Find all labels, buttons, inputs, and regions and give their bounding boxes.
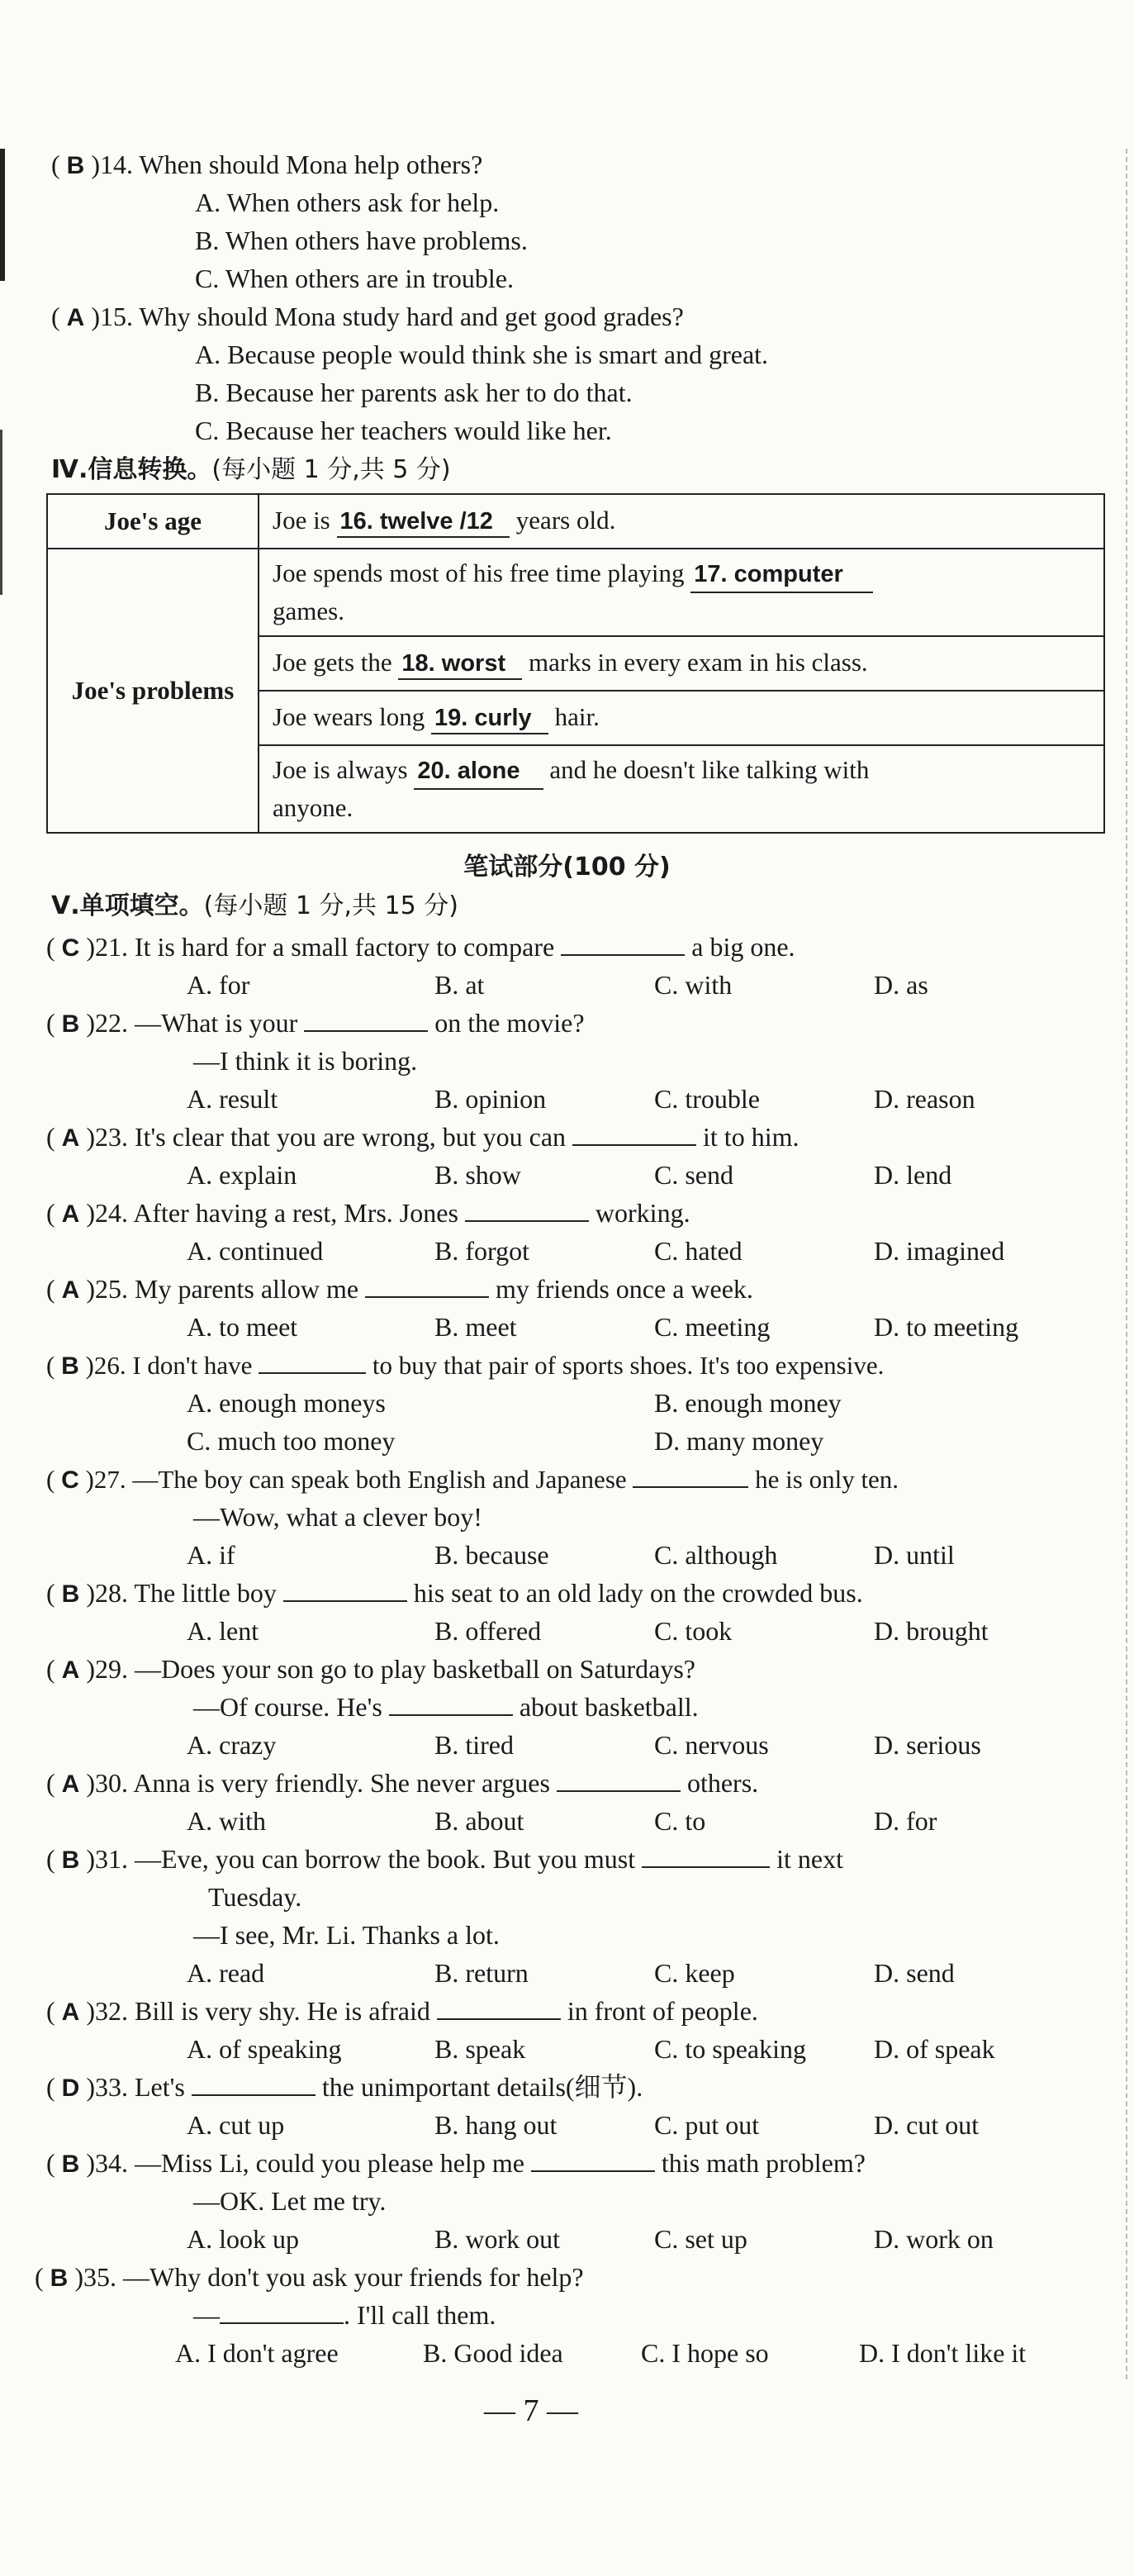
question-text: —What is your [134, 1008, 298, 1038]
blank-fill: twelve /12 [379, 508, 493, 535]
option: A. I don't agree [175, 2338, 339, 2368]
answer-16 [337, 507, 510, 538]
question-35: ( B )35. —Why don't you ask your friends for help? [35, 2262, 584, 2292]
option: A. continued [187, 1236, 324, 1266]
answer: A [61, 1770, 80, 1798]
answer-blank [633, 1463, 748, 1488]
section-4-heading [51, 455, 451, 485]
table-row [47, 494, 1104, 549]
question-32: ( A )32. Bill is very shy. He is afraid in front of people. [46, 1996, 758, 2026]
option: A. explain [187, 1160, 297, 1190]
question-number: 35 [83, 2262, 110, 2292]
option: C. hated [654, 1236, 743, 1266]
question-26: ( B )26. I don't have to buy that pair of sports shoes. It's too expensive. [46, 1351, 885, 1380]
answer: A [66, 304, 85, 331]
option: A. enough moneys [187, 1388, 386, 1418]
question-30: ( A )30. Anna is very friendly. She never argues others. [46, 1768, 759, 1798]
binding-marks [0, 149, 12, 603]
question-text: Bill is very shy. He is afraid [134, 1996, 430, 2026]
question-text: When should Mona help others? [139, 150, 483, 179]
cell-16 [259, 494, 1104, 549]
blank-number: 16. [339, 508, 373, 535]
option: C. nervous [654, 1730, 769, 1760]
question-number: 29 [94, 1654, 121, 1684]
blank-fill: computer [733, 560, 843, 587]
question-text: It is hard for a small factory to compare [134, 932, 555, 962]
answer-blank [220, 2299, 344, 2324]
cell-text: Joe is always [273, 754, 408, 784]
question-number: 15 [99, 302, 126, 331]
question-line [193, 1691, 699, 1723]
option: A. with [187, 1806, 266, 1836]
question-text: —Eve, you can borrow the book. But you must [134, 1844, 636, 1874]
option: D. for [874, 1806, 937, 1836]
question-text: his seat to an old lady on the crowded bus. [413, 1578, 863, 1608]
answer: A [61, 1200, 80, 1228]
answer: B [61, 1010, 80, 1038]
question-34: ( B )34. —Miss Li, could you please help me this math problem? [46, 2148, 866, 2178]
question-text: to buy that pair of sports shoes. It's too expensive. [372, 1351, 885, 1380]
answer-blank [557, 1767, 681, 1792]
cell-text: years old. [515, 506, 616, 535]
blank-fill: alone [457, 757, 520, 784]
option: B. tired [434, 1730, 514, 1760]
question-line: —I think it is boring. [193, 1046, 418, 1076]
option: B. Good idea [423, 2338, 563, 2368]
option: C. to speaking [654, 2034, 806, 2064]
option: C. Because her teachers would like her. [195, 416, 612, 445]
option: C. with [654, 970, 733, 1000]
answer-blank [465, 1197, 589, 1222]
cell-text: Joe wears long [273, 702, 425, 732]
option: B. offered [434, 1616, 542, 1646]
question-text: I don't have [132, 1351, 253, 1380]
answer: B [61, 2151, 80, 2178]
cell-20 [259, 745, 1104, 833]
cell-text: and he doesn't like talking with [549, 754, 870, 784]
answer-blank [304, 1007, 428, 1032]
question-text: in front of people. [567, 1996, 758, 2026]
option: B. enough money [654, 1388, 842, 1418]
option: C. much too money [187, 1426, 396, 1456]
option: A. if [187, 1540, 235, 1570]
option: A. read [187, 1958, 265, 1988]
option: A. look up [187, 2224, 299, 2254]
cell-text: Joe gets the [273, 648, 392, 677]
answer: B [61, 1580, 80, 1608]
question-text: Anna is very friendly. She never argues [133, 1768, 550, 1798]
label-age: Joe's age [47, 494, 259, 549]
question-text: this math problem? [661, 2148, 866, 2178]
question-text: —Why don't you ask your friends for help? [122, 2262, 584, 2292]
cell-18 [259, 636, 1104, 691]
question-number: 32 [94, 1996, 121, 2026]
answer: B [66, 152, 85, 179]
answer-blank [561, 931, 685, 956]
section-score: (每小题 1 分,共 15 分) [203, 891, 458, 920]
cut-line [1126, 149, 1127, 2379]
cell-text: games. [273, 596, 344, 625]
option: C. When others are in trouble. [195, 264, 514, 293]
option: C. keep [654, 1958, 735, 1988]
question-text: My parents allow me [134, 1274, 359, 1304]
blank-fill: curly [474, 705, 532, 732]
option: B. forgot [434, 1236, 529, 1266]
blank-number: 18. [401, 650, 435, 677]
question-line: Tuesday. [208, 1882, 302, 1912]
answer: C [61, 1466, 79, 1494]
question-text: it next [776, 1844, 843, 1874]
page-number: — 7 — [484, 2393, 578, 2428]
question-text: —Miss Li, could you please help me [134, 2148, 524, 2178]
blank-number: 17. [694, 560, 728, 587]
question-line: —I see, Mr. Li. Thanks a lot. [193, 1920, 500, 1950]
answer-19 [431, 704, 548, 734]
option: C. send [654, 1160, 733, 1190]
option: B. return [434, 1958, 529, 1988]
question-number: 23 [94, 1122, 121, 1152]
binding-margin [0, 149, 12, 603]
question-number: 14 [99, 150, 126, 179]
answer-blank [531, 2147, 655, 2172]
section-score: (每小题 1 分,共 5 分) [211, 455, 451, 484]
option: D. send [874, 1958, 955, 1988]
option: A. result [187, 1084, 278, 1114]
answer-17 [690, 557, 873, 593]
blank-fill: worst [441, 650, 506, 677]
answer: A [61, 1124, 80, 1152]
answer: B [61, 1352, 79, 1380]
option: D. many money [654, 1426, 824, 1456]
info-table [46, 493, 1105, 834]
written-part-heading: 笔试部分(100 分) [463, 853, 671, 882]
question-text: working. [595, 1198, 690, 1228]
option: D. serious [874, 1730, 981, 1760]
question-text: —Of course. He's [193, 1692, 382, 1722]
option: D. imagined [874, 1236, 1005, 1266]
question-27: ( C )27. —The boy can speak both English and Japanese he is only ten. [46, 1465, 899, 1494]
question-14: ( B )14. When should Mona help others? [51, 150, 483, 179]
option: A. crazy [187, 1730, 277, 1760]
question-number: 28 [94, 1578, 121, 1608]
answer-blank [642, 1843, 770, 1868]
question-number: 27 [93, 1465, 120, 1494]
option: D. of speak [874, 2034, 995, 2064]
question-15: ( A )15. Why should Mona study hard and get good grades? [51, 302, 684, 331]
option: D. cut out [874, 2110, 980, 2140]
option: A. When others ask for help. [195, 188, 500, 217]
option: D. I don't like it [859, 2338, 1027, 2368]
question-25: ( A )25. My parents allow me my friends once a week. [46, 1274, 753, 1304]
question-text: It's clear that you are wrong, but you can [134, 1122, 567, 1152]
section-title: Ⅳ.信息转换。 [51, 455, 212, 484]
option: C. meeting [654, 1312, 771, 1342]
question-text: about basketball. [519, 1692, 699, 1722]
option: C. to [654, 1806, 706, 1836]
answer: D [61, 2075, 80, 2102]
question-text: Why should Mona study hard and get good grades? [139, 302, 684, 331]
option: A. to meet [187, 1312, 298, 1342]
answer-blank [283, 1577, 407, 1602]
option: A. Because people would think she is smart and great. [195, 340, 769, 369]
cell-text: anyone. [273, 792, 353, 822]
option: B. meet [434, 1312, 517, 1342]
question-number: 24 [94, 1198, 121, 1228]
table-row [47, 549, 1104, 636]
answer: A [61, 1656, 80, 1684]
question-text: a big one. [691, 932, 795, 962]
question-number: 21 [94, 932, 121, 962]
question-text: he is only ten. [755, 1465, 899, 1494]
answer-blank [192, 2071, 316, 2096]
cell-text: Joe spends most of his free time playing [273, 558, 685, 587]
option: B. work out [434, 2224, 560, 2254]
answer: A [61, 1276, 80, 1304]
question-number: 30 [94, 1768, 121, 1798]
question-text: . I'll call them. [344, 2300, 496, 2330]
question-text: my friends once a week. [496, 1274, 753, 1304]
question-text: After having a rest, Mrs. Jones [133, 1198, 458, 1228]
question-text: The little boy [134, 1578, 277, 1608]
option: C. took [654, 1616, 733, 1646]
question-22: ( B )22. —What is your on the movie? [46, 1008, 585, 1038]
option: B. about [434, 1806, 524, 1836]
question-text: —The boy can speak both English and Japanese [132, 1465, 627, 1494]
section-title: Ⅴ.单项填空。 [51, 891, 204, 920]
question-number: 26 [93, 1351, 120, 1380]
question-line: — . I'll call them. [193, 2300, 496, 2330]
option: A. of speaking [187, 2034, 342, 2064]
option: B. at [434, 970, 485, 1000]
answer: B [50, 2265, 69, 2292]
question-text: the unimportant details(细节). [321, 2072, 643, 2102]
question-number: 34 [94, 2148, 121, 2178]
option: D. work on [874, 2224, 994, 2254]
question-line: —Wow, what a clever boy! [193, 1502, 482, 1532]
option: B. Because her parents ask her to do that. [195, 378, 633, 407]
question-text: —Does your son go to play basketball on Saturdays? [134, 1654, 695, 1684]
option: B. hang out [434, 2110, 558, 2140]
question-text: Let's [134, 2072, 185, 2102]
answer-20 [414, 753, 543, 790]
answer: C [61, 934, 80, 962]
section-5-heading [51, 891, 458, 921]
question-text: it to him. [703, 1122, 799, 1152]
option: C. although [654, 1540, 778, 1570]
option: D. as [874, 970, 928, 1000]
question-23: ( A )23. It's clear that you are wrong, but you can it to him. [46, 1122, 799, 1152]
option: B. When others have problems. [195, 226, 528, 255]
option: A. for [187, 970, 250, 1000]
question-number: 25 [94, 1274, 121, 1304]
question-number: 31 [94, 1844, 121, 1874]
question-line: —OK. Let me try. [193, 2186, 387, 2216]
option: B. opinion [434, 1084, 547, 1114]
cell-19 [259, 691, 1104, 745]
answer-blank [365, 1273, 489, 1298]
question-29: ( A )29. —Does your son go to play basketball on Saturdays? [46, 1654, 695, 1684]
answer-blank [572, 1121, 696, 1146]
question-number: 33 [94, 2072, 121, 2102]
option: A. cut up [187, 2110, 285, 2140]
option: C. set up [654, 2224, 747, 2254]
cell-text: marks in every exam in his class. [529, 648, 868, 677]
question-28: ( B )28. The little boy his seat to an old lady on the crowded bus. [46, 1578, 863, 1608]
cell-text: hair. [554, 702, 600, 732]
cell-17 [259, 549, 1104, 636]
label-problems: Joe's problems [47, 549, 259, 833]
option: B. show [434, 1160, 521, 1190]
cell-text: Joe is [273, 506, 330, 535]
answer-blank [437, 1995, 561, 2020]
answer-blank [389, 1691, 513, 1716]
blank-number: 20. [417, 757, 451, 784]
option: B. because [434, 1540, 549, 1570]
option: D. lend [874, 1160, 952, 1190]
question-24: ( A )24. After having a rest, Mrs. Jones working. [46, 1198, 690, 1228]
question-number: 22 [94, 1008, 121, 1038]
question-31: ( B )31. —Eve, you can borrow the book. But you must it next [46, 1844, 843, 1874]
answer-18 [398, 649, 522, 680]
blank-number: 19. [434, 705, 468, 732]
answer: A [61, 1999, 80, 2026]
option: D. to meeting [874, 1312, 1019, 1342]
option: C. I hope so [641, 2338, 769, 2368]
option: D. until [874, 1540, 955, 1570]
question-33: ( D )33. Let's the unimportant details(细节). [46, 2072, 643, 2102]
question-text: others. [686, 1768, 759, 1798]
question-21: ( C )21. It is hard for a small factory to compare a big one. [46, 932, 795, 962]
option: A. lent [187, 1616, 259, 1646]
option: C. trouble [654, 1084, 760, 1114]
option: D. brought [874, 1616, 989, 1646]
answer: B [61, 1846, 80, 1874]
option: C. put out [654, 2110, 760, 2140]
question-text: on the movie? [434, 1008, 585, 1038]
answer-blank [259, 1349, 366, 1374]
option: B. speak [434, 2034, 526, 2064]
option: D. reason [874, 1084, 975, 1114]
